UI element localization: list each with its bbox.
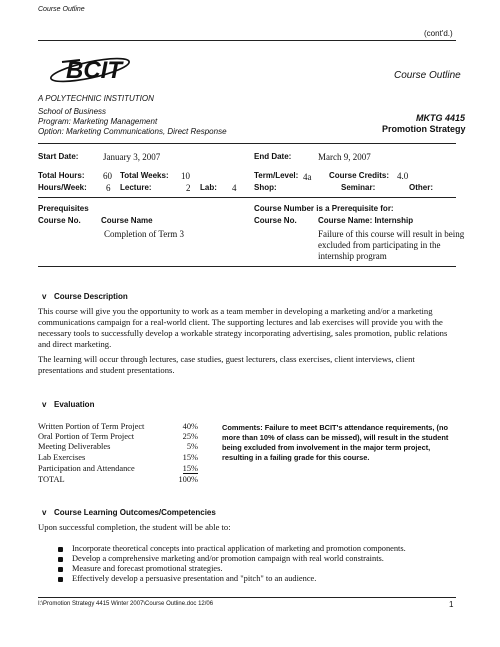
footer-file-path: I:\Promotion Strategy 4415 Winter 2007\Course Outline.doc 12/06 xyxy=(38,601,214,607)
document-type: Course Outline xyxy=(394,70,461,81)
prereq-for-course-name-header: Course Name: Internship xyxy=(318,216,414,225)
other-label: Other: xyxy=(409,183,433,192)
evaluation-row xyxy=(38,442,198,452)
evaluation-comments-line-1: Comments: Failure to meet BCIT's attendance requirements, (no xyxy=(222,423,448,432)
evaluation-total-value: 100% xyxy=(178,475,198,484)
seminar-label: Seminar: xyxy=(341,183,376,192)
info-top-divider xyxy=(38,143,456,144)
logo-wordmark: BCIT xyxy=(66,57,122,84)
total-hours-value: 60 xyxy=(103,171,112,181)
prereq-course-no-header: Course No. xyxy=(38,216,81,225)
evaluation-total-row xyxy=(38,475,198,485)
prereq-item: Completion of Term 3 xyxy=(104,229,184,239)
course-credits-value: 4.0 xyxy=(397,171,409,181)
hours-week-label: Hours/Week: xyxy=(38,183,87,192)
bullet-icon xyxy=(58,567,63,572)
evaluation-row-value: 25% xyxy=(182,432,198,441)
lab-value: 4 xyxy=(232,183,237,193)
polytechnic-tagline: A POLYTECHNIC INSTITUTION xyxy=(38,94,154,103)
bcit-logo xyxy=(40,48,160,88)
outcome-item: Develop a comprehensive marketing and/or promotion campaign with real world constraints. xyxy=(72,554,384,563)
evaluation-row xyxy=(38,464,198,474)
lab-label: Lab: xyxy=(200,183,217,192)
evaluation-total-label: TOTAL xyxy=(38,475,65,484)
evaluation-bullet: v xyxy=(42,400,47,409)
schedule-divider xyxy=(38,197,456,198)
end-date-label: End Date: xyxy=(254,152,292,161)
course-credits-label: Course Credits: xyxy=(329,171,390,180)
school-name: School of Business xyxy=(38,107,107,116)
evaluation-row-value: 40% xyxy=(182,422,198,431)
evaluation-comments-line-4: resulting in a failing grade for this course. xyxy=(222,453,370,462)
lecture-value: 2 xyxy=(186,183,191,193)
prerequisites-divider xyxy=(38,266,456,267)
running-header-title: Course Outline xyxy=(38,6,85,13)
evaluation-comments-line-2: more than 10% of class can be missed), will result in the student xyxy=(222,433,449,442)
footer-page-number: 1 xyxy=(449,600,454,609)
description-title: Course Description xyxy=(54,292,128,301)
outcome-item: Measure and forecast promotional strategies. xyxy=(72,564,223,573)
outcome-item: Effectively develop a persuasive presentation and "pitch" to an audience. xyxy=(72,574,317,583)
evaluation-row-label: Written Portion of Term Project xyxy=(38,422,145,431)
evaluation-row-label: Participation and Attendance xyxy=(38,464,135,473)
term-level-label: Term/Level: xyxy=(254,171,299,180)
term-level-value: 4a xyxy=(303,172,312,182)
prereq-for-title: Course Number is a Prerequisite for: xyxy=(254,204,394,213)
total-hours-label: Total Hours: xyxy=(38,171,85,180)
total-weeks-label: Total Weeks: xyxy=(120,171,169,180)
lecture-label: Lecture: xyxy=(120,183,152,192)
description-paragraph-2: The learning will occur through lectures, case studies, guest lecturers, class exercises, client interviews, client presentations and student presentations. xyxy=(38,354,415,375)
evaluation-title: Evaluation xyxy=(54,400,95,409)
bullet-icon xyxy=(58,547,63,552)
outcomes-bullet: v xyxy=(42,508,47,517)
outcomes-title: Course Learning Outcomes/Competencies xyxy=(54,508,216,517)
evaluation-row-value: 5% xyxy=(186,442,198,451)
evaluation-row-label: Lab Exercises xyxy=(38,453,86,462)
evaluation-row-value: 15% xyxy=(182,453,198,462)
end-date-value: March 9, 2007 xyxy=(318,152,371,162)
description-bullet: v xyxy=(42,292,47,301)
running-header-continued: (cont'd.) xyxy=(424,29,453,38)
footer-divider xyxy=(38,597,456,598)
option-name: Option: Marketing Communications, Direct Response xyxy=(38,127,227,136)
prereq-for-note-line-2: excluded from participating in the xyxy=(318,240,441,250)
evaluation-row xyxy=(38,422,198,432)
prerequisites-title: Prerequisites xyxy=(38,204,89,213)
start-date-label: Start Date: xyxy=(38,152,79,161)
course-code: MKTG 4415 xyxy=(416,113,466,123)
start-date-value: January 3, 2007 xyxy=(103,152,161,162)
course-title: Promotion Strategy xyxy=(382,124,466,134)
evaluation-comments-line-3: being excluded from involvement in the major term project, xyxy=(222,443,431,452)
prereq-for-note-line-1: Failure of this course will result in being xyxy=(318,229,465,239)
total-weeks-value: 10 xyxy=(181,171,190,181)
evaluation-row xyxy=(38,453,198,463)
shop-label: Shop: xyxy=(254,183,277,192)
prereq-for-note-line-3: internship program xyxy=(318,251,387,261)
evaluation-row-label: Meeting Deliverables xyxy=(38,442,111,451)
evaluation-row-value: 15% xyxy=(182,464,198,473)
prereq-course-name-header: Course Name xyxy=(101,216,153,225)
description-paragraph-1: This course will give you the opportunity to work as a team member in developing a marketing and/or a marketing communications campaign for a real-world client. The supporting lectures and lab exercises will provide you with the necessary tools to successfully develop a workable strategy incorporating advertising, sales promotion, public relations and direct marketing. xyxy=(38,306,448,349)
program-name: Program: Marketing Management xyxy=(38,117,158,126)
evaluation-row-label: Oral Portion of Term Project xyxy=(38,432,135,441)
outcome-item: Incorporate theoretical concepts into practical application of marketing and promotion components. xyxy=(72,544,406,553)
bullet-icon xyxy=(58,577,63,582)
prereq-for-course-no-header: Course No. xyxy=(254,216,297,225)
evaluation-row xyxy=(38,432,198,442)
hours-week-value: 6 xyxy=(106,183,111,193)
bullet-icon xyxy=(58,557,63,562)
header-divider xyxy=(38,40,456,41)
outcomes-intro: Upon successful completion, the student will be able to: xyxy=(38,522,231,532)
